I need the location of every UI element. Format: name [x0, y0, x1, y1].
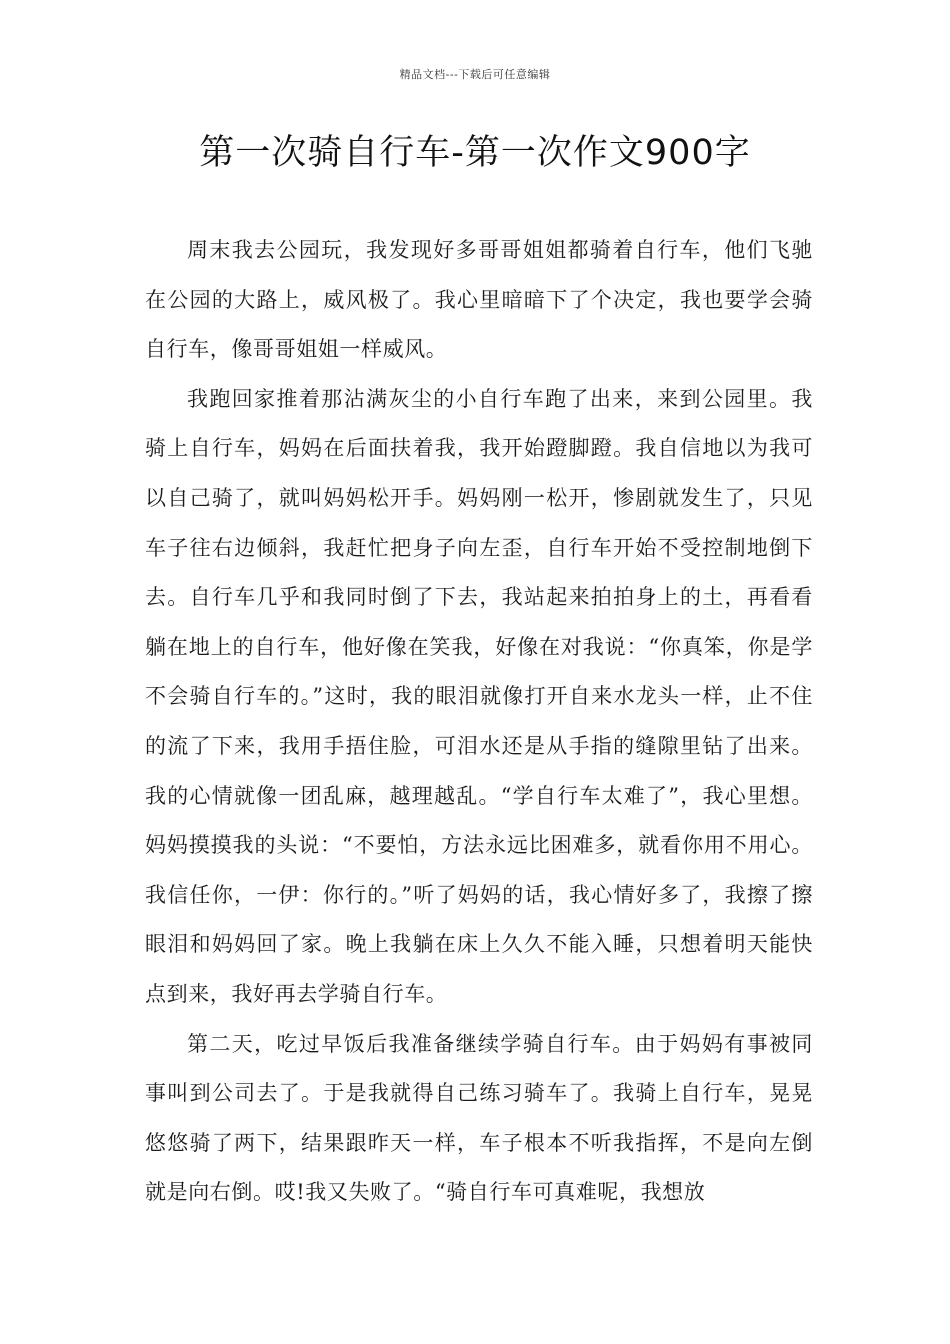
header-note: 精品文档---下载后可任意编辑 [399, 68, 551, 81]
document-title: 第一次骑自行车-第一次作文900字 [199, 133, 751, 173]
document-body [145, 226, 813, 1218]
paragraph: 第二天，吃过早饭后我准备继续学骑自行车。由于妈妈有事被同事叫到公司去了。于是我就得自己练习骑车了。我骑上自行车，晃晃悠悠骑了两下，结果跟昨天一样，车子根本不听我指挥，不是向左倒就是向右倒。哎!我又失败了。“骑自行车可真难呢，我想放 [145, 1031, 813, 1205]
paragraph: 周末我去公园玩，我发现好多哥哥姐姐都骑着自行车，他们飞驰在公园的大路上，威风极了。我心里暗暗下了个决定，我也要学会骑自行车，像哥哥姐姐一样威风。 [145, 238, 813, 362]
paragraph: 我跑回家推着那沾满灰尘的小自行车跑了出来，来到公园里。我骑上自行车，妈妈在后面扶着我，我开始蹬脚蹬。我自信地以为我可以自己骑了，就叫妈妈松开手。妈妈刚一松开，惨剧就发生了，只见车子往右边倾斜，我赶忙把身子向左歪，自行车开始不受控制地倒下去。自行车几乎和我同时倒了下去，我站起来拍拍身上的土，再看看躺在地上的自行车，他好像在笑我，好像在对我说：“你真笨，你是学不会骑自行车的。”这时，我的眼泪就像打开自来水龙头一样，止不住的流了下来，我用手捂住脸，可泪水还是从手指的缝隙里钻了出来。我的心情就像一团乱麻，越理越乱。“学自行车太难了”，我心里想。妈妈摸摸我的头说：“不要怕，方法永远比困难多，就看你用不用心。我信任你，一伊：你行的。”听了妈妈的话，我心情好多了，我擦了擦眼泪和妈妈回了家。晚上我躺在床上久久不能入睡，只想着明天能快点到来，我好再去学骑自行车。 [145, 386, 813, 1006]
